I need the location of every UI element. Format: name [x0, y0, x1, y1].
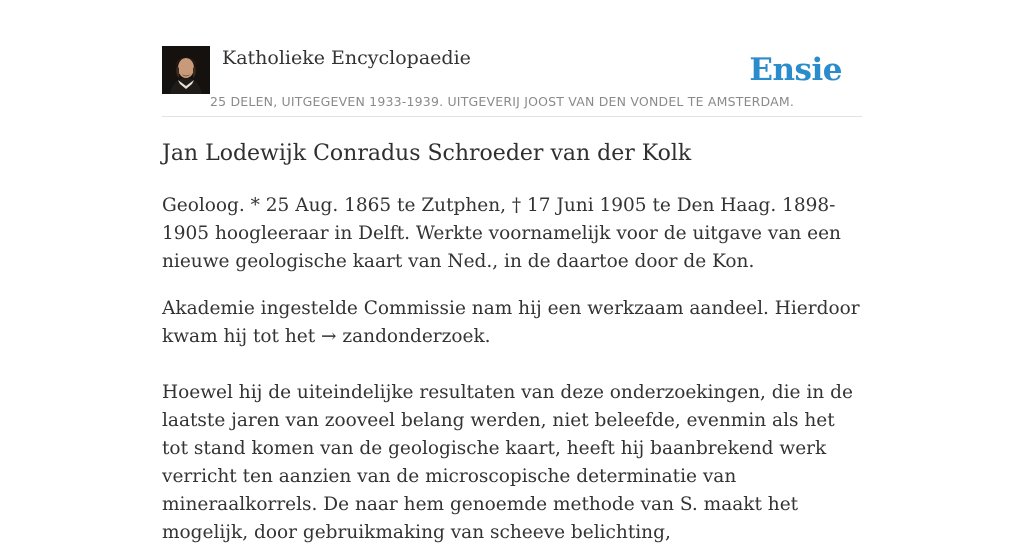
article-title: Jan Lodewijk Conradus Schroeder van der Kolk	[162, 141, 692, 166]
source-title[interactable]: Katholieke Encyclopaedie	[222, 47, 471, 69]
article-paragraph: Akademie ingestelde Commissie nam hij een werkzaam aandeel. Hierdoor kwam hij tot het → zandonderzoek.	[162, 298, 860, 347]
source-subtitle: 25 DELEN, UITGEGEVEN 1933-1939. UITGEVERIJ JOOST VAN DEN VONDEL TE AMSTERDAM.	[210, 94, 795, 109]
source-header	[162, 46, 862, 117]
article-paragraph: Geoloog. * 25 Aug. 1865 te Zutphen, † 17 Juni 1905 te Den Haag. 1898-1905 hoogleeraar in Delft. Werkte voornamelijk voor de uitgave van een nieuwe geologische kaart van Ned., in de daartoe door de Kon.	[162, 195, 841, 272]
brand-logo[interactable]: Ensie	[749, 52, 842, 88]
source-avatar[interactable]	[162, 46, 210, 94]
portrait-icon	[162, 46, 210, 94]
article-paragraph: Hoewel hij de uiteindelijke resultaten van deze onderzoekingen, die in de laatste jaren van zooveel belang werden, niet beleefde, evenmin als het tot stand komen van de geologische kaart, heeft hij baanbrekend werk verricht ten aanzien van de microscopische determinatie van mineraalkorrels. De naar hem genoemde methode van S. maakt het mogelijk, door gebruikmaking van scheeve belichting,	[162, 382, 853, 543]
article	[162, 138, 862, 547]
